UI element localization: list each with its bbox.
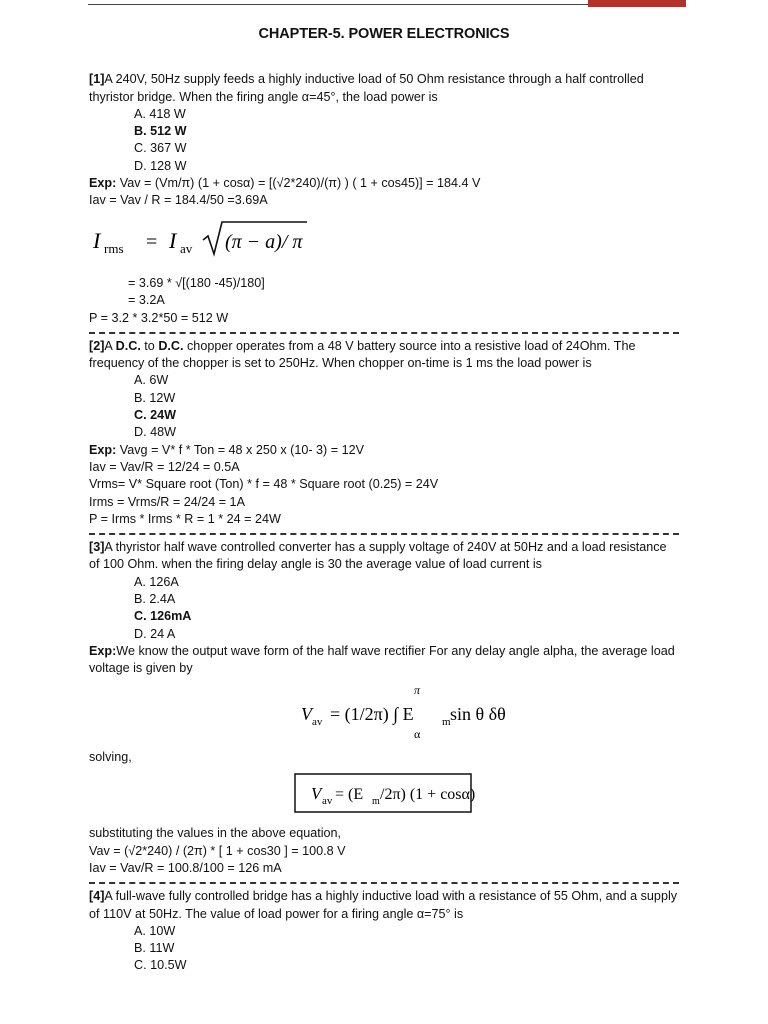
question-body: chopper operates from a 48 V battery source into a resistive load of 24Ohm. The frequency of the chopper is set to 250Hz. When chopper on-time is 1 ms the load power is [89,338,636,371]
option-a: A. 418 W [134,106,186,121]
formula-rhs: = (1/2π) ∫ E [330,703,414,724]
question-emph: D.C. [115,338,141,353]
question-body: A full-wave fully controlled bridge has a highly inductive load with a resistance of 55 Ohm, and a supply of 110V at 50Hz. The value of load power for a firing angle α=75° is [89,889,678,921]
formula-em-sub: m [372,796,380,808]
option-b: B. 512 W [134,124,187,139]
formula-lhs: I [93,227,101,253]
formula-lhs: V [301,703,312,724]
formula-lhs-sub: av [322,795,333,808]
formula-tail: /2π) (1 + cosα) [380,786,476,804]
formula-lhs: V [311,784,322,804]
exp-label: Exp: [89,176,117,191]
explanation [89,175,679,192]
question-separator [89,332,679,334]
formula-eq: = [146,230,158,253]
question-separator [89,882,679,884]
integral-lower: α [414,726,421,740]
option-c: C. 10.5W [134,958,187,973]
question-3 [89,539,679,877]
question-number: [1] [89,72,105,87]
option-d: D. 128 W [134,158,187,173]
question-separator [89,533,679,535]
exp-final: Iav = Vav/R = 100.8/100 = 126 mA [89,860,282,875]
question-number: [4] [89,889,105,904]
question-text [89,338,679,373]
option-c: C. 367 W [134,141,187,156]
exp-final: P = Irms * Irms * R = 1 * 24 = 24W [89,511,281,526]
question-text [89,888,679,923]
question-4 [89,888,679,974]
exp-text: Vav = (Vm/π) (1 + cosα) = [(√2*240)/(π) ) ( 1 + cos45)] = 184.4 V [116,176,481,191]
option-a: A. 6W [134,373,169,388]
explanation [89,643,679,678]
option-c: C. 24W [134,408,176,423]
options-list [134,372,679,441]
formula-iav-sub: av [180,240,193,256]
option-b: B. 11W [134,941,175,956]
option-a: A. 126A [134,574,179,589]
question-text [89,71,679,106]
solving-label: solving, [89,749,132,764]
formula-radicand: (π − a)/ π [225,230,303,253]
exp-label: Exp: [89,442,117,457]
option-d: D. 24 A [134,626,176,641]
exp-line: Vrms= V* Square root (Ton) * f = 48 * Square root (0.25) = 24V [89,477,439,492]
question-body: A thyristor half wave controlled converter has a supply voltage of 240V at 50Hz and a load resistance of 100 Ohm. when the firing delay angle is 30 the average value of load current is [89,540,667,572]
formula-tail: sin θ δθ [450,703,506,724]
question-number: [2] [89,338,105,353]
header-rule [88,4,588,5]
exp-text: We know the output wave form of the half wave rectifier For any delay angle alpha, the average load voltage is given by [89,643,675,676]
exp-line: Irms = Vrms/R = 24/24 = 1A [89,494,245,509]
question-body: A 240V, 50Hz supply feeds a highly inductive load of 50 Ohm resistance through a half controlled thyristor bridge. When the firing angle α=45°, the load power is [89,72,644,104]
exp-line: = 3.69 * √[(180 -45)/180] [128,275,265,290]
option-b: B. 12W [134,390,176,405]
question-emph: D.C. [158,338,184,353]
header-accent-bar [588,0,686,7]
question-body: to [140,338,159,353]
exp-line: = 3.2A [128,293,165,308]
formula-rhs: = (E [335,786,364,804]
option-d: D. 48W [134,425,176,440]
option-c: C. 126mA [134,609,192,624]
exp-label: Exp: [89,643,117,658]
chapter-title: CHAPTER-5. POWER ELECTRONICS [258,26,510,42]
explanation [89,442,679,459]
formula-lhs-sub: av [312,715,323,728]
question-body: A [104,338,116,353]
options-list [134,574,679,643]
formula-iav: I [169,227,177,253]
exp-line: substituting the values in the above equation, [89,826,342,841]
formula-lhs-sub: rms [104,240,124,256]
vav-integral-formula [89,680,679,740]
options-list [134,106,679,175]
irms-formula [89,214,349,270]
exp-line: Vav = (√2*240) / (2π) * [ 1 + cos30 ] = 100.8 V [89,843,346,858]
exp-line: Iav = Vav / R = 184.4/50 =3.69A [89,193,268,208]
integral-upper: π [414,682,421,697]
question-1 [89,71,679,327]
vav-result-formula [89,772,679,816]
option-b: B. 2.4A [134,592,176,607]
question-text [89,539,679,574]
options-list [134,923,679,975]
question-number: [3] [89,540,105,555]
option-a: A. 10W [134,923,176,938]
exp-text: Vavg = V* f * Ton = 48 x 250 x (10- 3) = 12V [116,442,365,457]
exp-line: Iav = Vav/R = 12/24 = 0.5A [89,459,240,474]
formula-em-sub: m [442,715,451,728]
question-2 [89,338,679,528]
document-page [89,26,679,975]
exp-final: P = 3.2 * 3.2*50 = 512 W [89,310,229,325]
